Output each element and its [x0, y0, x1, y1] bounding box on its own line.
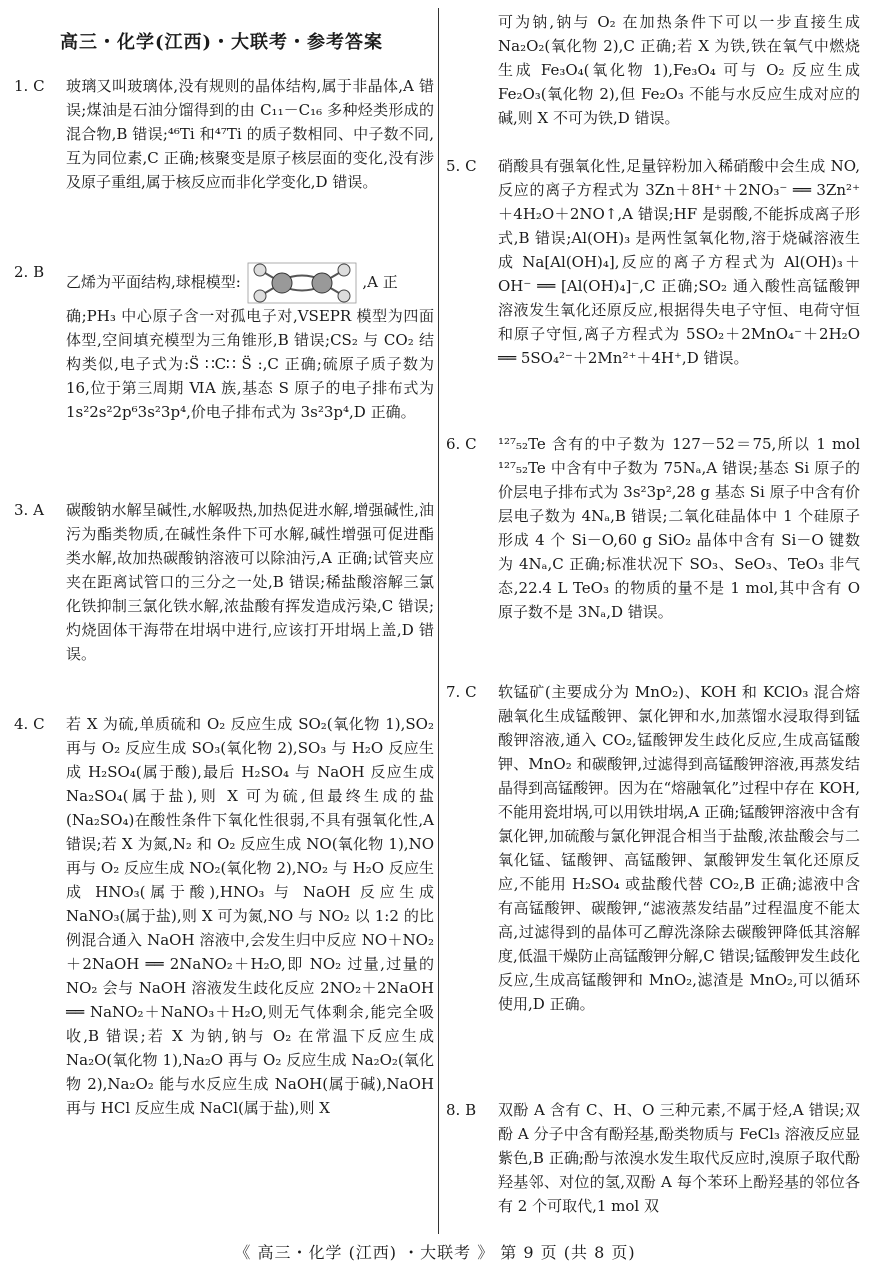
page-footer: 《 高三・化学 (江西) ・大联考 》 第 9 页 (共 8 页) [234, 1243, 636, 1262]
answer-item-5 [446, 154, 860, 370]
answer-number: 3. A [14, 501, 44, 519]
column-divider [438, 8, 439, 1234]
answer-item-1 [14, 74, 434, 194]
answer-number: 5. C [446, 157, 477, 175]
ethylene-ball-stick-model [246, 261, 358, 305]
answer-number: 7. C [446, 683, 477, 701]
answer-text: 碳酸钠水解呈碱性,水解吸热,加热促进水解,增强碱性,油污为酯类物质,在碱性条件下可水解,碱性增强可促进酯类水解,故加热碳酸钠溶液可以除油污,A 正确;试管夹应夹在距离试管口的三分之一处,B 错误;稀盐酸溶解三氯化铁抑制三氯化铁水解,浓盐酸有挥发造成污染,C 错误;灼烧固体干海带在坩埚中进行,应该打开坩埚上盖,D 错误。 [66, 501, 434, 663]
answer-number: 6. C [446, 435, 477, 453]
answer-number: 2. B [14, 263, 45, 281]
answer-text: 双酚 A 含有 C、H、O 三种元素,不属于烃,A 错误;双酚 A 分子中含有酚羟基,酚类物质与 FeCl₃ 溶液反应显紫色,B 正确;酚与浓溴水发生取代反应时,溴原子取代酚羟基邻、对位的氢,双酚 A 每个苯环上酚羟基的邻位各有 2 个可取代,1 mol 双 [498, 1101, 860, 1215]
page-title: 高三・化学(江西)・大联考・参考答案 [60, 32, 384, 53]
answer-item-8 [446, 1098, 860, 1218]
answer-item-7 [446, 680, 860, 1016]
answer-item-4 [14, 712, 434, 1120]
answer-text: 玻璃又叫玻璃体,没有规则的晶体结构,属于非晶体,A 错误;煤油是石油分馏得到的由 C₁₁－C₁₆ 多种烃类形成的混合物,B 错误;⁴⁶Ti 和⁴⁷Ti 的质子数相同、中子数不同,互为同位素,C 正确;核聚变是原子核层面的变化,没有涉及原子重组,属于核反应而非化学变化,D 错误。 [66, 77, 434, 191]
answer-text-intro [66, 260, 434, 304]
answer-item-3 [14, 498, 434, 666]
answer-text: 软锰矿(主要成分为 MnO₂)、KOH 和 KClO₃ 混合熔融氧化生成锰酸钾、氯化钾和水,加蒸馏水浸取得到锰酸钾溶液,通入 CO₂,锰酸钾发生歧化反应,生成高锰酸钾、MnO₂ 和碳酸钾,过滤得到高锰酸钾溶液,再蒸发结晶得到高锰酸钾。因为在“熔融氧化”过程中存在 KOH,不能用瓷坩埚,可以用铁坩埚,A 正确;锰酸钾溶液中含有氯化钾,加硫酸与氯化钾混合相当于盐酸,浓盐酸会与二氧化锰、锰酸钾、高锰酸钾、氯酸钾发生氧化还原反应,不能用 H₂SO₄ 或盐酸代替 CO₂,B 正确;滤液中含有高锰酸钾、碳酸钾,“滤液蒸发结晶”过程温度不能太高,过滤得到的晶体可乙醇洗涤除去碳酸钾降低其溶解度,低温干燥防止高锰酸钾分解,C 错误;锰酸钾发生歧化反应,生成高锰酸钾和 MnO₂,滤渣是 MnO₂,可以循环使用,D 正确。 [498, 683, 860, 1013]
answer-number: 1. C [14, 77, 45, 95]
answer-text: ¹²⁷₅₂Te 含有的中子数为 127－52＝75,所以 1 mol ¹²⁷₅₂Te 中含有中子数为 75Nₐ,A 错误;基态 Si 原子的价层电子排布式为 3s²3p²,28 g 基态 Si 原子中含有价层电子数为 4Nₐ,B 错误;二氧化硅晶体中 1 个硅原子形成 4 个 Si－O,60 g SiO₂ 晶体中含有 Si－O 键数为 4Nₐ,C 正确;标准状况下 SO₃、SeO₃、TeO₃ 非气态,22.4 L TeO₃ 的物质的量不是 1 mol,其中含有 O 原子数不是 3Nₐ,D 错误。 [498, 435, 860, 621]
answer-text: 若 X 为硫,单质硫和 O₂ 反应生成 SO₂(氧化物 1),SO₂ 再与 O₂ 反应生成 SO₃(氧化物 2),SO₃ 与 H₂O 反应生成 H₂SO₄(属于酸),最后 H₂SO₄ 与 NaOH 反应生成 Na₂SO₄(属于盐),则 X 可为硫,但最终生成的盐(Na₂SO₄)在酸性条件下氧化性很弱,不具有强氧化性,A 错误;若 X 为氮,N₂ 和 O₂ 反应生成 NO(氧化物 1),NO 再与 O₂ 反应生成 NO₂(氧化物 2),NO₂ 与 H₂O 反应生成 HNO₃(属于酸),HNO₃ 与 NaOH 反应生成 NaNO₃(属于盐),则 X 可为氮,NO 与 NO₂ 以 1:2 的比例混合通入 NaOH 溶液中,会发生归中反应 NO＋NO₂＋2NaOH ══ 2NaNO₂＋H₂O,即 NO₂ 过量,过量的 NO₂ 会与 NaOH 溶液发生歧化反应 2NO₂＋2NaOH ══ NaNO₂＋NaNO₃＋H₂O,则无气体剩余,能完全吸收,B 错误;若 X 为钠,钠与 O₂ 在常温下反应生成 Na₂O(氧化物 1),Na₂O 再与 O₂ 反应生成 Na₂O₂(氧化物 2),Na₂O₂ 能与水反应生成 NaOH(属于碱),NaOH 再与 HCl 反应生成 NaCl(属于盐),则 X [66, 715, 434, 1117]
answer-text-b: ,A 正 [362, 273, 398, 291]
answer-text-a: 乙烯为平面结构,球棍模型: [66, 273, 241, 291]
answer-item-6 [446, 432, 860, 624]
answer-text: 硝酸具有强氧化性,足量锌粉加入稀硝酸中会生成 NO,反应的离子方程式为 3Zn＋8H⁺＋2NO₃⁻ ══ 3Zn²⁺＋4H₂O＋2NO↑,A 错误;HF 是弱酸,不能拆成离子形式,B 错误;Al(OH)₃ 是两性氢氧化物,溶于烧碱溶液生成 Na[Al(OH)₄],反应的离子方程式为 Al(OH)₃＋OH⁻ ══ [Al(OH)₄]⁻,C 正确;SO₂ 通入酸性高锰酸钾溶液发生氧化还原反应,根据得失电子守恒、电荷守恒和原子守恒,离子方程式为 5SO₂＋2MnO₄⁻＋2H₂O ══ 5SO₄²⁻＋2Mn²⁺＋4H⁺,D 错误。 [498, 157, 860, 367]
answer-number: 8. B [446, 1101, 477, 1119]
answer-text: 确;PH₃ 中心原子含一对孤电子对,VSEPR 模型为四面体型,空间填充模型为三角锥形,B 错误;CS₂ 与 CO₂ 结构类似,电子式为:S̈ ∷C∷ S̈ :,C 正确;硫原子质子数为 16,位于第三周期 ⅥA 族,基态 S 原子的电子排布式为 1s²2s²2p⁶3s²3p⁴,价电子排布式为 3s²3p⁴,D 正确。 [66, 307, 434, 421]
answer-number: 4. C [14, 715, 45, 733]
answer-item-4-continued: 可为钠,钠与 O₂ 在加热条件下可以一步直接生成 Na₂O₂(氧化物 2),C 正确;若 X 为铁,铁在氧气中燃烧生成 Fe₃O₄(氧化物 1),Fe₃O₄ 可与 O₂ 反应生成 Fe₂O₃(氧化物 2),但 Fe₂O₃ 不能与水反应生成对应的碱,则 X 不可为铁,D 错误。 [498, 13, 860, 127]
answer-item-2 [14, 260, 434, 424]
